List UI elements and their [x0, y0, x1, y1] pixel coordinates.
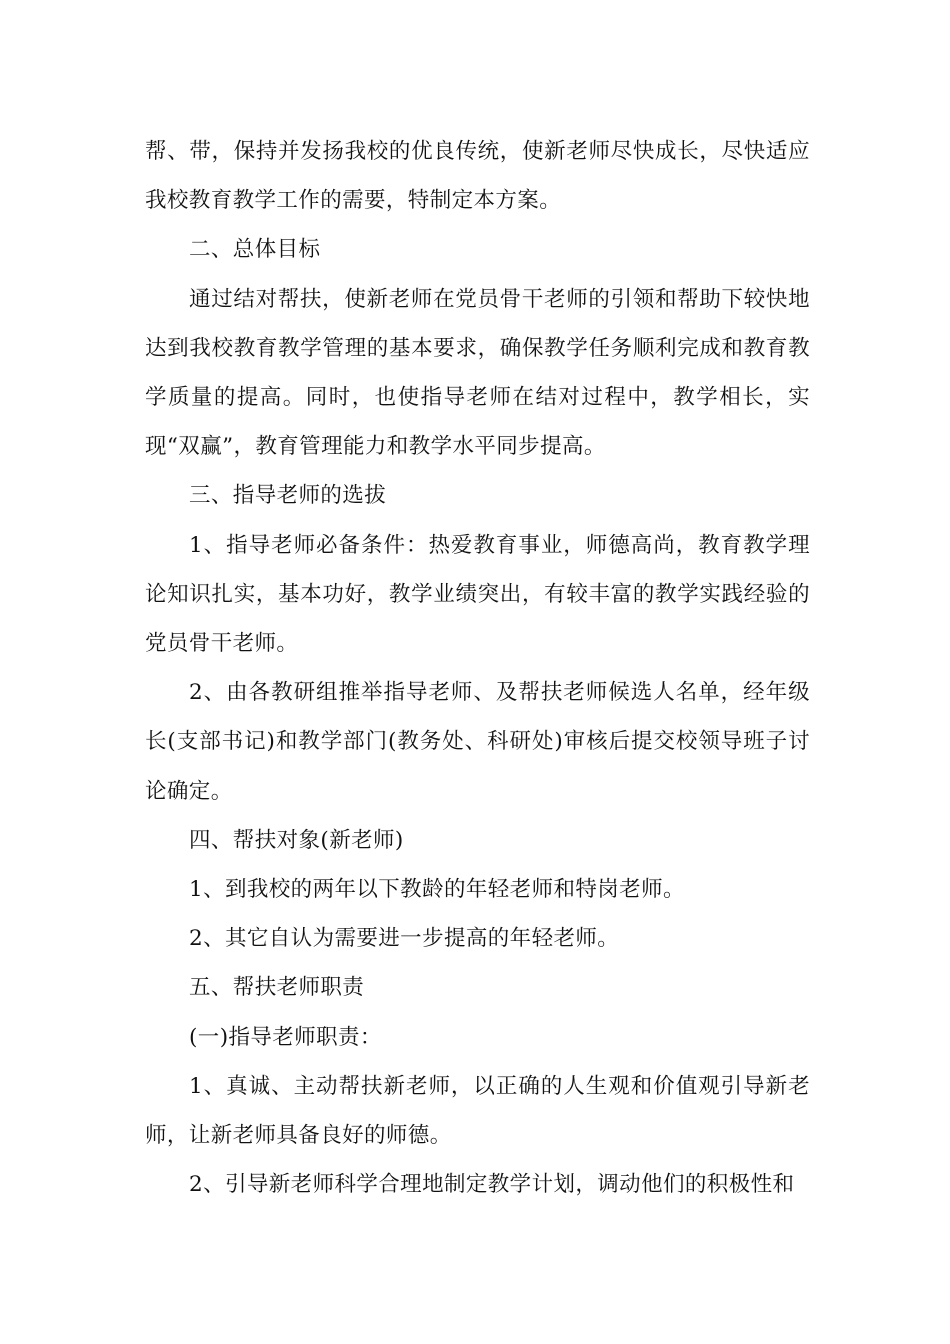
paragraph-duty-sincere-help: 1、真诚、主动帮扶新老师，以正确的人生观和价值观引导新老师，让新老师具备良好的师德。 [145, 1073, 810, 1149]
section-heading-assistance-targets: 四、帮扶对象(新老师) [189, 827, 404, 853]
paragraph-mentor-nomination: 2、由各教研组推举指导老师、及帮扶老师候选人名单，经年级长(支部书记)和教学部门(教务处、科研处)审核后提交校领导班子讨论确定。 [145, 680, 810, 804]
section-heading-overall-goal: 二、总体目标 [189, 237, 321, 263]
document-body [145, 127, 810, 1209]
section-heading-mentor-selection: 三、指导老师的选拔 [189, 483, 387, 509]
section-heading-mentor-duties: 五、帮扶老师职责 [189, 975, 365, 1001]
paragraph-duty-teaching-plan: 2、引导新老师科学合理地制定教学计划，调动他们的积极性和 [189, 1172, 795, 1198]
paragraph-overall-goal: 通过结对帮扶，使新老师在党员骨干老师的引领和帮助下较快地达到我校教育教学管理的基本要求，确保教学任务顺利完成和教育教学质量的提高。同时，也使指导老师在结对过程中，教学相长，实现“双赢”，教育管理能力和教学水平同步提高。 [145, 286, 810, 460]
paragraph-mentor-conditions: 1、指导老师必备条件：热爱教育事业，师德高尚，教育教学理论知识扎实，基本功好，教学业绩突出，有较丰富的教学实践经验的党员骨干老师。 [145, 532, 810, 657]
paragraph-target-self-identified: 2、其它自认为需要进一步提高的年轻老师。 [189, 926, 620, 952]
paragraph-continuation: 帮、带，保持并发扬我校的优良传统，使新老师尽快成长，尽快适应我校教育教学工作的需要，特制定本方案。 [145, 139, 810, 214]
paragraph-target-young-teachers: 1、到我校的两年以下教龄的年轻老师和特岗老师。 [189, 877, 685, 903]
subsection-heading-guide-duties: (一)指导老师职责： [189, 1024, 382, 1050]
